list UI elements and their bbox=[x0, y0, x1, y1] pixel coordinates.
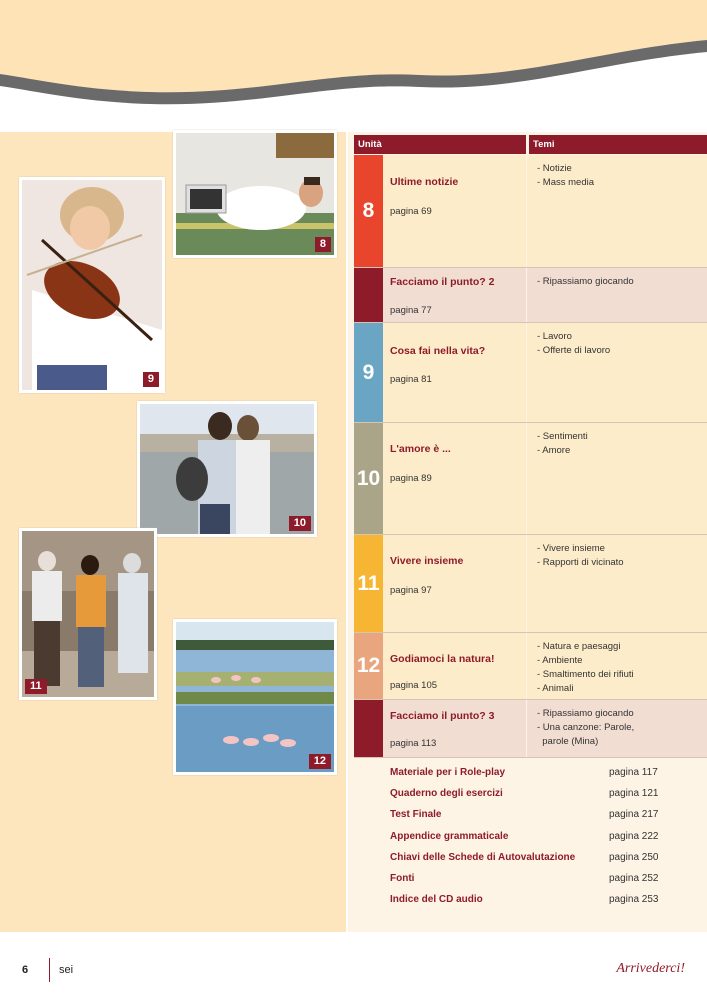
review-marker-2 bbox=[354, 268, 383, 322]
unit-themes-11 bbox=[527, 535, 707, 632]
top-wave-decoration bbox=[0, 0, 707, 130]
review-info-3 bbox=[383, 700, 526, 757]
photo-label-8: 8 bbox=[315, 237, 331, 252]
unit-themes-12 bbox=[527, 633, 707, 699]
footer-brand: Arrivederci! bbox=[616, 961, 685, 976]
extra-title[interactable]: Chiavi delle Schede di Autovalutazione bbox=[390, 851, 576, 863]
unit-title-11[interactable]: Vivere insieme bbox=[390, 555, 464, 567]
theme-item: - Lavoro bbox=[537, 331, 572, 342]
unit-page-12: pagina 105 bbox=[390, 680, 438, 691]
unit-info-9 bbox=[383, 323, 526, 422]
extra-row bbox=[390, 767, 690, 788]
review-page-2: pagina 77 bbox=[390, 305, 432, 316]
photo-couple-by-river-image bbox=[140, 404, 314, 534]
extra-title[interactable]: Appendice grammaticale bbox=[390, 830, 509, 842]
photo-label-12: 12 bbox=[309, 754, 331, 769]
unit-info-10 bbox=[383, 423, 526, 534]
theme-item: - Rapporti di vicinato bbox=[537, 557, 624, 568]
unit-title-12[interactable]: Godiamoci la natura! bbox=[390, 653, 495, 665]
extra-page: pagina 217 bbox=[609, 809, 659, 821]
extra-page: pagina 250 bbox=[609, 851, 659, 863]
theme-item: - Offerte di lavoro bbox=[537, 345, 611, 356]
extra-title[interactable]: Indice del CD audio bbox=[390, 894, 483, 906]
review-title-3[interactable]: Facciamo il punto? 3 bbox=[390, 710, 495, 722]
review-page-3: pagina 113 bbox=[390, 738, 437, 749]
extra-page: pagina 222 bbox=[609, 830, 659, 842]
extra-title[interactable]: Quaderno degli esercizi bbox=[390, 788, 503, 800]
photo-violinist-image bbox=[22, 180, 162, 390]
review-title-2[interactable]: Facciamo il punto? 2 bbox=[390, 276, 495, 288]
review-themes-3 bbox=[527, 700, 707, 757]
photo-man-with-laptop bbox=[173, 130, 337, 258]
unit-title-9[interactable]: Cosa fai nella vita? bbox=[390, 345, 486, 357]
theme-item: - Amore bbox=[537, 445, 571, 456]
review-marker-3 bbox=[354, 700, 383, 757]
unit-row-10 bbox=[354, 423, 707, 535]
photo-walking-people-image bbox=[22, 531, 154, 697]
theme-item: - Ripassiamo giocando bbox=[537, 708, 634, 719]
unit-row-8 bbox=[354, 155, 707, 268]
unit-number-11: 11 bbox=[354, 535, 383, 632]
photo-man-with-laptop-image bbox=[176, 133, 334, 255]
extra-title[interactable]: Fonti bbox=[390, 872, 415, 884]
theme-item: - Una canzone: Parole, bbox=[537, 722, 635, 733]
theme-item: parole (Mina) bbox=[537, 736, 599, 747]
unit-info-12 bbox=[383, 633, 526, 699]
extra-page: pagina 121 bbox=[609, 788, 659, 800]
extra-page: pagina 252 bbox=[609, 872, 659, 884]
theme-item: - Animali bbox=[537, 683, 574, 694]
extra-page: pagina 253 bbox=[609, 894, 659, 906]
theme-item: - Natura e paesaggi bbox=[537, 641, 621, 652]
extra-page: pagina 117 bbox=[609, 767, 658, 778]
review-row-3 bbox=[354, 700, 707, 758]
review-themes-2 bbox=[527, 268, 707, 322]
extra-row bbox=[390, 894, 690, 915]
unit-info-11 bbox=[383, 535, 526, 632]
review-info-2 bbox=[383, 268, 526, 322]
footer-divider bbox=[49, 958, 50, 982]
photo-label-10: 10 bbox=[289, 516, 311, 531]
footer-page-number: 6 bbox=[22, 964, 29, 976]
review-row-2 bbox=[354, 268, 707, 323]
unit-themes-10 bbox=[527, 423, 707, 534]
unit-themes-9 bbox=[527, 323, 707, 422]
unit-page-8: pagina 69 bbox=[390, 206, 432, 217]
unit-title-8[interactable]: Ultime notizie bbox=[390, 176, 459, 188]
extra-title[interactable]: Materiale per i Role-play bbox=[390, 767, 506, 778]
unit-themes-8 bbox=[527, 155, 707, 267]
header-temi: Temi bbox=[529, 135, 707, 154]
theme-item: - Smaltimento dei rifiuti bbox=[537, 669, 634, 680]
photo-label-11: 11 bbox=[25, 679, 47, 694]
theme-item: - Vivere insieme bbox=[537, 543, 605, 554]
footer-page-word: sei bbox=[59, 964, 74, 976]
extra-title[interactable]: Test Finale bbox=[390, 809, 442, 821]
extra-row bbox=[390, 788, 690, 809]
unit-row-11 bbox=[354, 535, 707, 633]
photo-label-9: 9 bbox=[143, 372, 159, 387]
unit-number-9: 9 bbox=[354, 323, 383, 422]
theme-item: - Ambiente bbox=[537, 655, 583, 666]
unit-page-9: pagina 81 bbox=[390, 374, 432, 385]
photo-flamingos bbox=[173, 619, 337, 775]
unit-info-8 bbox=[383, 155, 526, 267]
unit-number-12: 12 bbox=[354, 633, 383, 699]
unit-title-10[interactable]: L'amore è ... bbox=[390, 443, 451, 455]
unit-page-10: pagina 89 bbox=[390, 473, 432, 484]
theme-item: - Sentimenti bbox=[537, 431, 588, 442]
photo-walking-people bbox=[19, 528, 157, 700]
extra-row bbox=[390, 852, 690, 873]
unit-page-11: pagina 97 bbox=[390, 585, 432, 596]
theme-item: - Notizie bbox=[537, 163, 572, 174]
extra-row bbox=[390, 831, 690, 852]
unit-number-8: 8 bbox=[354, 155, 383, 267]
header-unita: Unità bbox=[354, 135, 526, 154]
unit-row-9 bbox=[354, 323, 707, 423]
theme-item: - Mass media bbox=[537, 177, 595, 188]
unit-number-10: 10 bbox=[354, 423, 383, 534]
photo-couple-by-river bbox=[137, 401, 317, 537]
photo-flamingos-image bbox=[176, 622, 334, 772]
theme-item: - Ripassiamo giocando bbox=[537, 276, 634, 287]
photo-violinist bbox=[19, 177, 165, 393]
extra-row bbox=[390, 873, 690, 894]
extra-row bbox=[390, 809, 690, 830]
extras-list bbox=[390, 767, 690, 915]
unit-row-12 bbox=[354, 633, 707, 700]
